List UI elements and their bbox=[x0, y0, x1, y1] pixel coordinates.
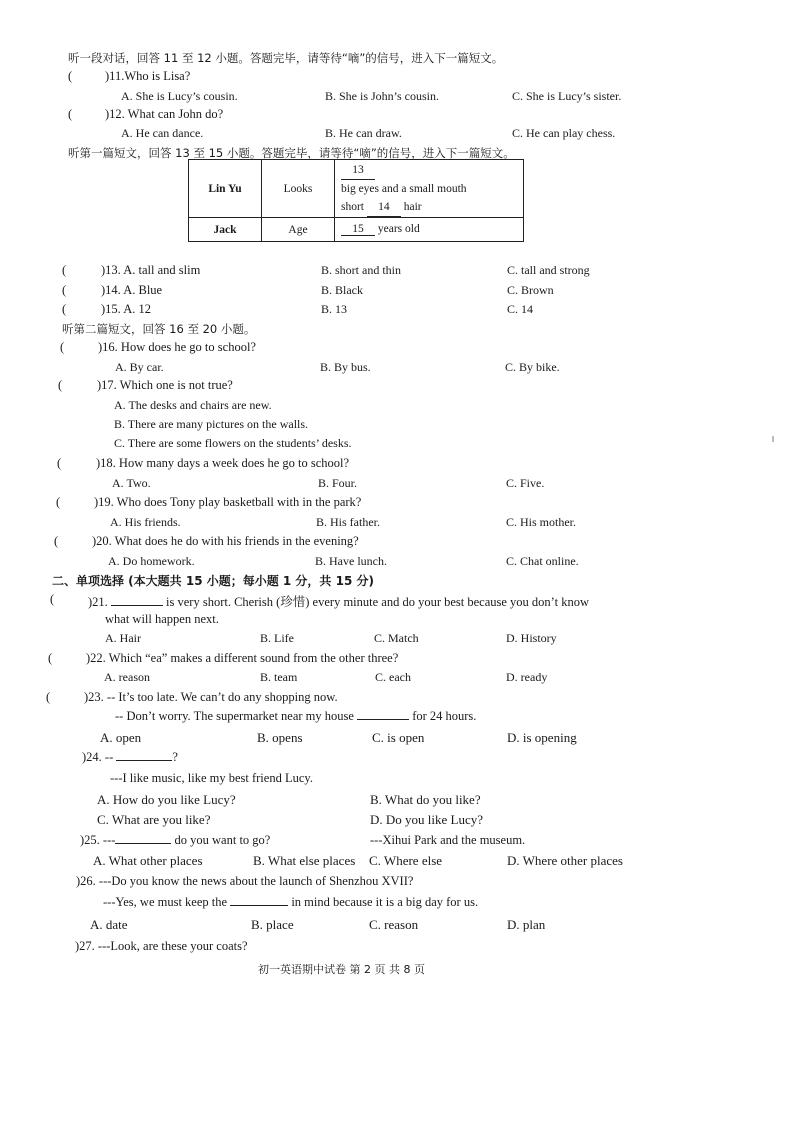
q26-stem: )26. ---Do you know the news about the launch of Shenzhou XVII? bbox=[76, 874, 414, 888]
answer-paren: ( bbox=[48, 651, 53, 665]
q13-option-c: C. tall and strong bbox=[507, 263, 590, 277]
answer-paren: ( bbox=[62, 302, 67, 316]
q22-option-c: C. each bbox=[375, 670, 411, 684]
table-hair: hair bbox=[403, 201, 422, 213]
answer-paren: ( bbox=[46, 690, 51, 704]
q21-option-d: D. History bbox=[506, 631, 557, 645]
q21-blank bbox=[111, 605, 163, 606]
q21-text: is very short. Cherish (珍惜) every minute and do your best because you don’t know bbox=[166, 595, 589, 609]
table-age-cell bbox=[335, 218, 524, 242]
q12-option-b: B. He can draw. bbox=[325, 126, 402, 140]
q11-option-b: B. She is John’s cousin. bbox=[325, 89, 440, 103]
q23-line2b: for 24 hours. bbox=[412, 709, 477, 723]
q26-blank bbox=[230, 905, 288, 906]
table-label-looks: Looks bbox=[262, 160, 335, 218]
q18-option-c: C. Five. bbox=[506, 476, 545, 490]
q24-stem bbox=[82, 750, 178, 765]
q19-stem: )19. Who does Tony play basketball with in the park? bbox=[94, 495, 362, 509]
answer-paren: ( bbox=[57, 456, 62, 470]
q23-stem: )23. -- It’s too late. We can’t do any shopping now. bbox=[84, 690, 338, 704]
answer-paren: ( bbox=[68, 107, 73, 121]
q18-stem: )18. How many days a week does he go to school? bbox=[96, 456, 350, 470]
q26-option-b: B. place bbox=[251, 917, 294, 932]
q20-option-c: C. Chat online. bbox=[506, 554, 579, 568]
q12-option-a: A. He can dance. bbox=[121, 126, 204, 140]
q16-option-c: C. By bike. bbox=[505, 360, 560, 374]
q16-option-a: A. By car. bbox=[115, 360, 164, 374]
instruction-11-12: 听一段对话，回答 11 至 12 小题。答题完毕，请等待“嘀”的信号，进入下一篇短文。 bbox=[68, 51, 504, 65]
q22-option-b: B. team bbox=[260, 670, 298, 684]
table-years: years old bbox=[377, 223, 420, 235]
q11-stem: )11.Who is Lisa? bbox=[105, 69, 191, 83]
q17-stem: )17. Which one is not true? bbox=[97, 378, 233, 392]
q18-option-b: B. Four. bbox=[318, 476, 358, 490]
passage-info-table bbox=[188, 159, 524, 242]
q20-option-a: A. Do homework. bbox=[108, 554, 195, 568]
q25-option-b: B. What else places bbox=[253, 853, 356, 868]
q24-line2: ---I like music, like my best friend Lucy. bbox=[110, 771, 313, 785]
instruction-16-20: 听第二篇短文，回答 16 至 20 小题。 bbox=[62, 322, 256, 336]
q24-blank bbox=[116, 760, 172, 761]
q26-option-c: C. reason bbox=[369, 917, 419, 932]
q24-qmark: ? bbox=[172, 750, 178, 764]
q17-option-b: B. There are many pictures on the walls. bbox=[114, 417, 309, 431]
answer-paren: ( bbox=[50, 592, 55, 606]
q26-line2a: ---Yes, we must keep the bbox=[103, 895, 228, 909]
table-label-age: Age bbox=[262, 218, 335, 242]
q27-stem: )27. ---Look, are these your coats? bbox=[75, 939, 248, 953]
q15-option-b: B. 13 bbox=[321, 302, 348, 316]
q26-line2 bbox=[103, 895, 478, 910]
q22-option-d: D. ready bbox=[506, 670, 548, 684]
q19-option-a: A. His friends. bbox=[110, 515, 181, 529]
q21-option-c: C. Match bbox=[374, 631, 419, 645]
q23-option-b: B. opens bbox=[257, 730, 303, 745]
q24-option-b: B. What do you like? bbox=[370, 792, 481, 807]
q25-option-c: C. Where else bbox=[369, 853, 443, 868]
q21-option-b: B. Life bbox=[260, 631, 294, 645]
q19-option-c: C. His mother. bbox=[506, 515, 577, 529]
table-looks-cell bbox=[335, 160, 524, 218]
q16-stem: )16. How does he go to school? bbox=[98, 340, 256, 354]
q11-option-c: C. She is Lucy’s sister. bbox=[512, 89, 622, 103]
q21-stem bbox=[88, 592, 589, 610]
q23-option-d: D. is opening bbox=[507, 730, 577, 745]
blank-14: 14 bbox=[367, 198, 401, 217]
q21-num: )21. bbox=[88, 595, 108, 609]
q22-stem: )22. Which “ea” makes a different sound from the other three? bbox=[86, 651, 399, 665]
page-footer: 初一英语期中试卷 第 2 页 共 8 页 bbox=[258, 963, 425, 976]
q14-stem: )14. A. Blue bbox=[101, 283, 163, 297]
q26-option-d: D. plan bbox=[507, 917, 546, 932]
q16-option-b: B. By bus. bbox=[320, 360, 371, 374]
q23-line2a: -- Don’t worry. The supermarket near my house bbox=[115, 709, 354, 723]
q23-blank bbox=[357, 719, 409, 720]
q20-option-b: B. Have lunch. bbox=[315, 554, 387, 568]
q25-num: )25. --- bbox=[80, 833, 116, 847]
answer-paren: ( bbox=[60, 340, 65, 354]
q24-option-d: D. Do you like Lucy? bbox=[370, 812, 484, 827]
q20-stem: )20. What does he do with his friends in the evening? bbox=[92, 534, 359, 548]
table-short: short bbox=[341, 201, 364, 213]
q24-num: )24. -- bbox=[82, 750, 114, 764]
table-name-jack: Jack bbox=[189, 218, 262, 242]
answer-paren: ( bbox=[56, 495, 61, 509]
instruction-13-15: 听第一篇短文，回答 13 至 15 小题。答题完毕，请等待“嘀”的信号，进入下一篇短文。 bbox=[68, 146, 515, 160]
q25-answer-line: ---Xihui Park and the museum. bbox=[370, 833, 526, 847]
q17-option-c: C. There are some flowers on the students’ desks. bbox=[114, 436, 352, 450]
q13-option-b: B. short and thin bbox=[321, 263, 401, 277]
blank-15: 15 bbox=[341, 223, 375, 236]
q24-option-a: A. How do you like Lucy? bbox=[97, 792, 236, 807]
table-name-lin-yu: Lin Yu bbox=[189, 160, 262, 218]
q25-blank bbox=[115, 843, 171, 844]
answer-paren: ( bbox=[54, 534, 59, 548]
q25-option-a: A. What other places bbox=[93, 853, 203, 868]
q11-option-a: A. She is Lucy’s cousin. bbox=[121, 89, 238, 103]
section-2-heading: 二、单项选择 (本大题共 15 小题；每小题 1 分，共 15 分) bbox=[52, 574, 374, 588]
q18-option-a: A. Two. bbox=[112, 476, 151, 490]
q13-stem: )13. A. tall and slim bbox=[101, 263, 201, 277]
q12-stem: )12. What can John do? bbox=[105, 107, 224, 121]
q25-mid: do you want to go? bbox=[174, 833, 271, 847]
q23-line2 bbox=[115, 709, 476, 724]
answer-paren: ( bbox=[58, 378, 63, 392]
table-looks-line2: big eyes and a small mouth bbox=[341, 183, 467, 195]
q21-line2: what will happen next. bbox=[105, 612, 219, 626]
q26-line2b: in mind because it is a big day for us. bbox=[291, 895, 479, 909]
q25-stem bbox=[80, 833, 270, 848]
answer-paren: ( bbox=[62, 263, 67, 277]
q26-option-a: A. date bbox=[90, 917, 128, 932]
q24-option-c: C. What are you like? bbox=[97, 812, 211, 827]
q22-option-a: A. reason bbox=[104, 670, 150, 684]
q17-option-a: A. The desks and chairs are new. bbox=[114, 398, 272, 412]
answer-paren: ( bbox=[68, 69, 73, 83]
q23-option-a: A. open bbox=[100, 730, 142, 745]
q12-option-c: C. He can play chess. bbox=[512, 126, 616, 140]
scan-speck bbox=[772, 436, 774, 442]
q19-option-b: B. His father. bbox=[316, 515, 380, 529]
q23-option-c: C. is open bbox=[372, 730, 425, 745]
q14-option-c: C. Brown bbox=[507, 283, 554, 297]
q15-option-c: C. 14 bbox=[507, 302, 534, 316]
answer-paren: ( bbox=[62, 283, 67, 297]
q15-stem: )15. A. 12 bbox=[101, 302, 151, 316]
q21-option-a: A. Hair bbox=[105, 631, 141, 645]
q14-option-b: B. Black bbox=[321, 283, 363, 297]
blank-13: 13 bbox=[341, 161, 375, 180]
q25-option-d: D. Where other places bbox=[507, 853, 623, 868]
